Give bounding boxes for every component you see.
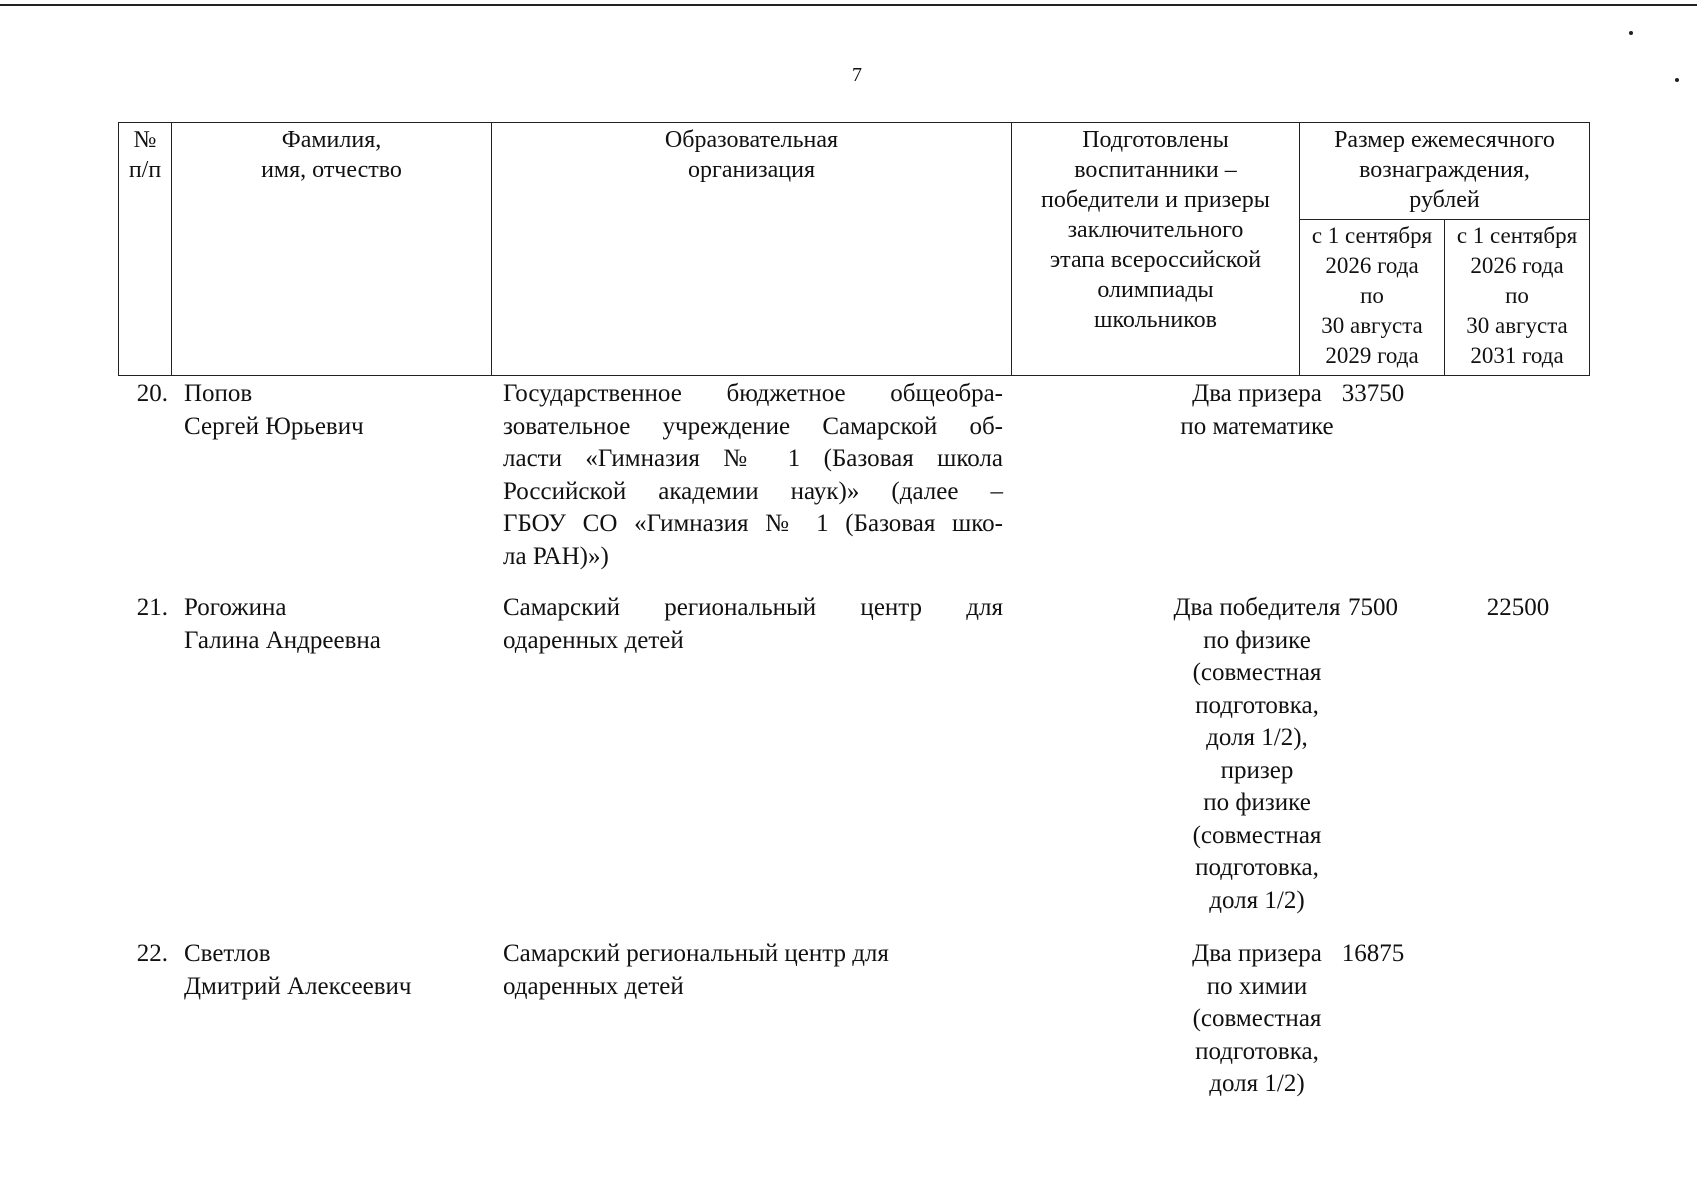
row-number: 21. xyxy=(136,594,168,621)
row-number: 20. xyxy=(136,380,168,407)
person-name: Попов Сергей Юрьевич xyxy=(184,380,364,440)
payment-2031: 22500 xyxy=(1486,594,1550,621)
header-period-2029: с 1 сентября 2026 года по 30 августа 2029 года xyxy=(1300,220,1445,376)
header-period-2031: с 1 сентября 2026 года по 30 августа 2031 года xyxy=(1445,220,1590,376)
page-number: 7 xyxy=(852,64,862,86)
prepared-students: Два призера по математике xyxy=(1180,380,1334,440)
header-monthly-payment: Размер ежемесячного вознаграждения, рублей xyxy=(1300,123,1590,220)
organization: Самарский региональный центр для одаренных детей xyxy=(503,594,1003,654)
header-prepared-students: Подготовлены воспитанники – победители и призеры заключительного этапа всероссийской олимпиады школьников xyxy=(1012,123,1300,376)
payment-2029: 33750 xyxy=(1341,380,1405,407)
organization: Государственное бюджетное общеобра- зовательное учреждение Самарской об- ласти «Гимназия № 1 (Базовая школа Российской академии наук)» (далее – ГБОУ СО «Гимназия № 1 (Базовая шко- ла РАН)») xyxy=(503,380,1003,570)
organization: Самарский региональный центр для одаренных детей xyxy=(503,940,889,1000)
table-header xyxy=(118,122,1590,376)
scan-speck xyxy=(1629,31,1633,35)
payment-2029: 7500 xyxy=(1348,594,1398,621)
top-border-line xyxy=(0,4,1697,6)
header-number: № п/п xyxy=(119,123,172,376)
scan-speck xyxy=(1675,78,1679,82)
prepared-students: Два победителя по физике (совместная подготовка, доля 1/2), призер по физике (совместная подготовка, доля 1/2) xyxy=(1173,594,1341,914)
payment-2029: 16875 xyxy=(1341,940,1405,967)
row-number: 22. xyxy=(136,940,168,967)
person-name: Светлов Дмитрий Алексеевич xyxy=(184,940,412,1000)
person-name: Рогожина Галина Андреевна xyxy=(184,594,381,654)
prepared-students: Два призера по химии (совместная подготовка, доля 1/2) xyxy=(1192,940,1322,1097)
header-name: Фамилия, имя, отчество xyxy=(172,123,492,376)
header-organization: Образовательная организация xyxy=(492,123,1012,376)
